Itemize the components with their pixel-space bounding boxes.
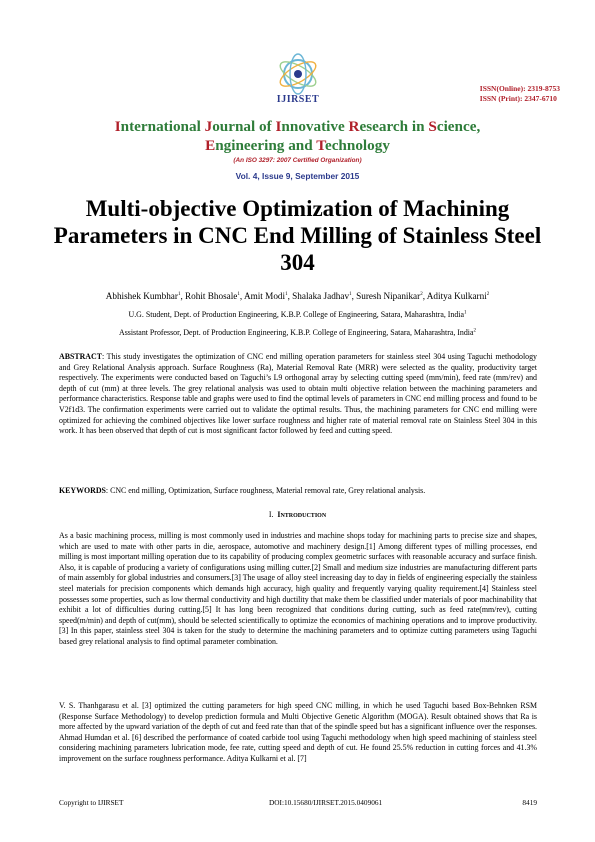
journal-title-capital: T — [316, 137, 325, 154]
journal-title-capital: E — [205, 137, 216, 154]
journal-title-segment: nternational — [120, 118, 205, 135]
affiliation-1: U.G. Student, Dept. of Production Engineering, K.B.P. College of Engineering, Satara, Maharashtra, India$^1$ — [128, 310, 467, 319]
issn-online: ISSN(Online): 2319-8753 — [479, 84, 560, 93]
intro-paragraph-1: As a basic machining process, milling is most commonly used in industries and machine shops today for machining parts to precise size and shapes, which are used to mate with other parts in die, aerospace, automotive and machinery design.[1] Among different types of milling processes, end milling is most important milling operation due to its capability of producing complex geometric surfaces with reasonable accuracy and surface finish. Also, it is capable of producing a variety of configurations using milling cutter.[2] Small and medium size industries are manufacturing different parts of main assembly for global industries and consumers.[3] The usage of alloy steel increasing day to day in fields of engineering especially the stainless steel materials for precision components which demands high accuracy, high quality and frequently varying quality requirement.[4] Stainless steel possesses some properties, such as low thermal conductivity and high ductility that make them be classified under materials of poor machinability that exhibit a lot of difficulties during cutting.[5] It has long been recognized that conditions during cutting, such as feed rate(mm/rev), cutting speed(m/min) and depth of cut(mm), should be selected scientifically to optimize the economics of machining operations and to improve productivity.[3] In this paper, stainless steel 304 is taken for the study to determine the machining parameters and to optimize cutting parameters using Taguchi based grey relational analysis to find optimal parameter combination. — [59, 531, 537, 646]
issn-print: ISSN (Print): 2347-6710 — [479, 94, 557, 103]
journal-title-segment: nnovative — [281, 118, 349, 135]
footer-page-number: 8419 — [522, 798, 537, 807]
journal-title-segment: esearch in — [359, 118, 429, 135]
journal-title-capital: R — [348, 118, 360, 135]
issn-block — [480, 84, 560, 104]
intro-paragraph-2: V. S. Thanhgarasu et al. [3] optimized the cutting parameters for high speed CNC milling, in which he used Taguchi based Box-Behnken RSM (Response Surface Methodology) to develop prediction formula and Multi Objective Genetic Algorithm (MOGA). Result obtained shows that Ra is more affected by the upward variation of the depth of cut and feed rate than that of the spindle speed but has a significant influence over the responses. Ahmad Humdan et al. [6] described the performance of coated carbide tool using Taguchi methodology when high speed machining of stainless steel considering machining parameters lubrication mode, fee rate, cutting speed and depth of cut. He found 25.5% reduction in cutting forces and 41.3% improvement on the surface roughness performance. Aditya Kulkarni et al. [7] — [59, 701, 537, 763]
journal-title-segment: ournal of — [212, 118, 276, 135]
journal-title-segment: cience, — [436, 118, 481, 135]
journal-title-line-2 — [0, 136, 595, 155]
keywords-label: KEYWORDS — [59, 486, 106, 495]
journal-title — [0, 117, 595, 155]
logo-wordmark: IJIRSET — [276, 94, 320, 105]
journal-title-capital: I — [275, 118, 282, 135]
abstract — [59, 352, 537, 437]
author-name: Suresh Nipanikar$^2$ — [356, 291, 423, 301]
journal-title-capital: I — [114, 118, 121, 135]
journal-title-line-1 — [0, 117, 595, 136]
author-name: Amit Modi$^1$ — [243, 291, 288, 301]
journal-title-capital: S — [428, 118, 437, 135]
abstract-text: : This study investigates the optimization of CNC end milling operation parameters for stainless steel 304 using Taguchi methodology and Grey Relational Analysis approach. Surface Roughness (Ra), Material Removal Rate (MRR) were selected as the quality, productivity target respectively. The experiments were conducted based on Taguchi’s L9 orthogonal array by selecting cutting speed (mm/min), feed rate (mm/rev) and depth of cut (mm) at three levels. The grey relational analysis was used to obtain multi objective relation between the machining parameters and performance characteristics. Response table and graphs were used to find the optimal levels of parameters in CNC end milling process and found to be V2f1d3. The confirmation experiments were carried out to validate the optimal results. Thus, the machining parameters for CNC end milling were optimized for achieving the combined objectives like lower surface roughness and higher rate of material removal rate on Stainless Steel 304 in this work. It has been observed that depth of cut is most significant factor followed by feed and cutting speed. — [59, 352, 537, 436]
keywords-text: : CNC end milling, Optimization, Surface roughness, Material removal rate, Grey relational analysis. — [105, 486, 426, 495]
footer-doi: DOI:10.15680/IJIRSET.2015.0409061 — [269, 798, 383, 807]
keywords — [59, 486, 537, 497]
paper-title: Multi-objective Optimization of Machining Parameters in CNC End Milling of Stainless Steel 304 — [53, 196, 542, 275]
footer-copyright: Copyright to IJIRSET — [59, 798, 124, 807]
journal-title-segment: echnology — [324, 137, 390, 154]
journal-title-capital: J — [204, 118, 213, 135]
author-name: Aditya Kulkarni$^2$ — [426, 291, 490, 301]
journal-title-segment: ngineering and — [215, 137, 317, 154]
affiliation-2: Assistant Professor, Dept. of Production Engineering, K.B.P. College of Engineering, Satara, Maharashtra, India$^2$ — [119, 328, 476, 337]
abstract-label: ABSTRACT — [59, 352, 102, 361]
section-heading: I. Introduction — [268, 510, 327, 519]
author-name: Shalaka Jadhav$^1$ — [292, 291, 352, 301]
author-name: Abhishek Kumbhar$^1$ — [105, 291, 181, 301]
volume-issue: Vol. 4, Issue 9, September 2015 — [235, 171, 360, 181]
iso-certification: (An ISO 3297: 2007 Certified Organization) — [233, 157, 362, 164]
author-name: Rohit Bhosale$^1$ — [185, 291, 240, 301]
author-list: Abhishek Kumbhar$^1$, Rohit Bhosale$^1$, Amit Modi$^1$, Shalaka Jadhav$^1$, Suresh Nipanikar$^2$, Aditya Kulkarni$^2$ — [105, 291, 490, 301]
